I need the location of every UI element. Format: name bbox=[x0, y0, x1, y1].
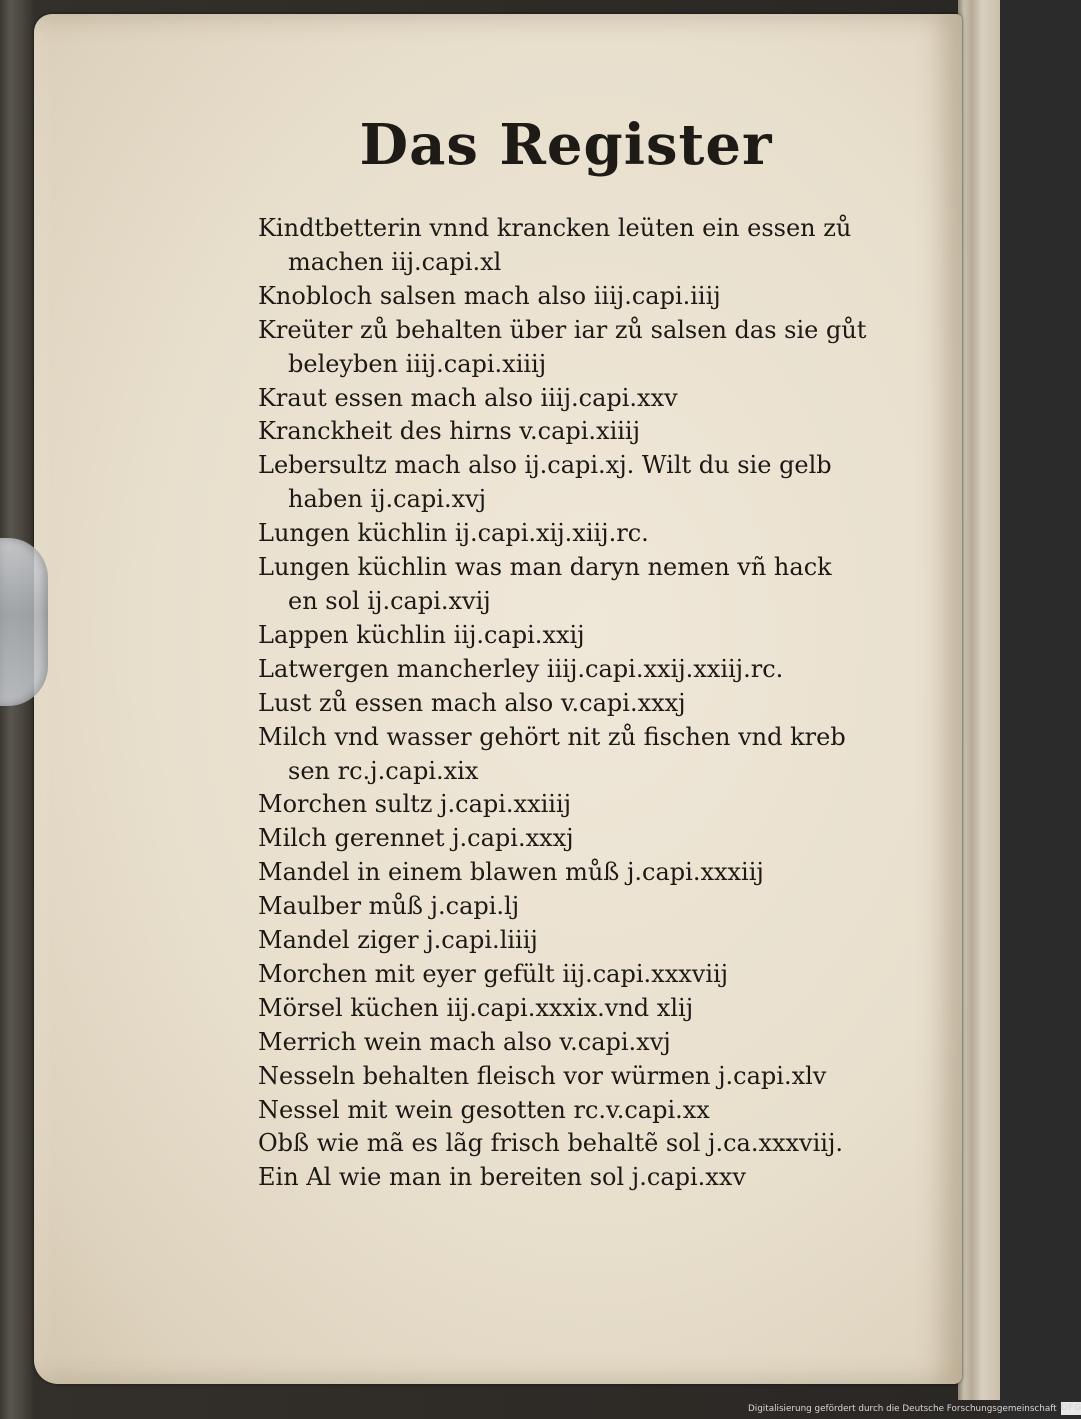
register-entry: Milch gerennet j.capi.xxxj bbox=[258, 824, 574, 853]
dfg-logo: DFG bbox=[1060, 1403, 1081, 1413]
register-entry: Morchen mit eyer gefült iij.capi.xxxviij bbox=[258, 959, 729, 988]
register-entry: Lust zů essen mach also v.capi.xxxj bbox=[258, 688, 686, 717]
register-entry: Maulber můß j.capi.lj bbox=[258, 892, 520, 921]
register-entry: Mörsel küchen iij.capi.xxxix.vnd xlij bbox=[258, 993, 694, 1022]
register-entry: Lungen küchlin ij.capi.xij.xiij.rc. bbox=[258, 519, 649, 548]
register-entry: Nessel mit wein gesotten rc.v.capi.xx bbox=[258, 1095, 710, 1124]
register-entry: beleyben iiij.capi.xiiij bbox=[288, 349, 547, 378]
register-entries bbox=[258, 212, 898, 1195]
footer-credit bbox=[748, 1400, 1081, 1417]
register-entry: Knobloch salsen mach also iiij.capi.iiij bbox=[258, 281, 721, 310]
register-entry: Merrich wein mach also v.capi.xvj bbox=[258, 1027, 671, 1056]
register-entry: machen iij.capi.xl bbox=[288, 247, 502, 276]
register-entry: Ein Al wie man in bereiten sol j.capi.xxv bbox=[258, 1163, 746, 1192]
register-entry: Milch vnd wasser gehört nit zů fischen vnd kreb bbox=[258, 722, 846, 751]
register-entry: Nesseln behalten fleisch vor würmen j.capi.xlv bbox=[258, 1061, 827, 1090]
register-entry: Mandel in einem blawen můß j.capi.xxxiij bbox=[258, 858, 764, 887]
register-entry: Lappen küchlin iij.capi.xxij bbox=[258, 620, 585, 649]
register-entry: Obß wie mã es lãg frisch behaltẽ sol j.ca.xxxviij. bbox=[258, 1129, 844, 1158]
register-entry: Mandel ziger j.capi.liiij bbox=[258, 926, 538, 955]
register-entry: Kranckheit des hirns v.capi.xiiij bbox=[258, 417, 641, 446]
register-entry: Kreüter zů behalten über iar zů salsen das sie gůt bbox=[258, 315, 867, 344]
footer-text: Digitalisierung gefördert durch die Deutsche Forschungsgemeinschaft bbox=[748, 1403, 1057, 1414]
register-entry: Morchen sultz j.capi.xxiiij bbox=[258, 790, 572, 819]
register-entry: Lungen küchlin was man daryn nemen vñ hack bbox=[258, 553, 832, 582]
register-entry: Kraut essen mach also iiij.capi.xxv bbox=[258, 383, 678, 412]
register-entry: sen rc.j.capi.xix bbox=[288, 756, 479, 785]
register-entry: en sol ij.capi.xvij bbox=[288, 586, 491, 615]
register-entry: Latwergen mancherley iiij.capi.xxij.xxiij.rc. bbox=[258, 654, 784, 683]
register-entry: haben ij.capi.xvj bbox=[288, 485, 487, 514]
page-clip bbox=[0, 538, 48, 706]
register-entry: Kindtbetterin vnnd krancken leüten ein essen zů bbox=[258, 214, 852, 242]
register-entry: Lebersultz mach also ij.capi.xj. Wilt du sie gelb bbox=[258, 451, 832, 480]
book-spine bbox=[958, 0, 1000, 1400]
page-title: Das Register bbox=[359, 112, 773, 178]
